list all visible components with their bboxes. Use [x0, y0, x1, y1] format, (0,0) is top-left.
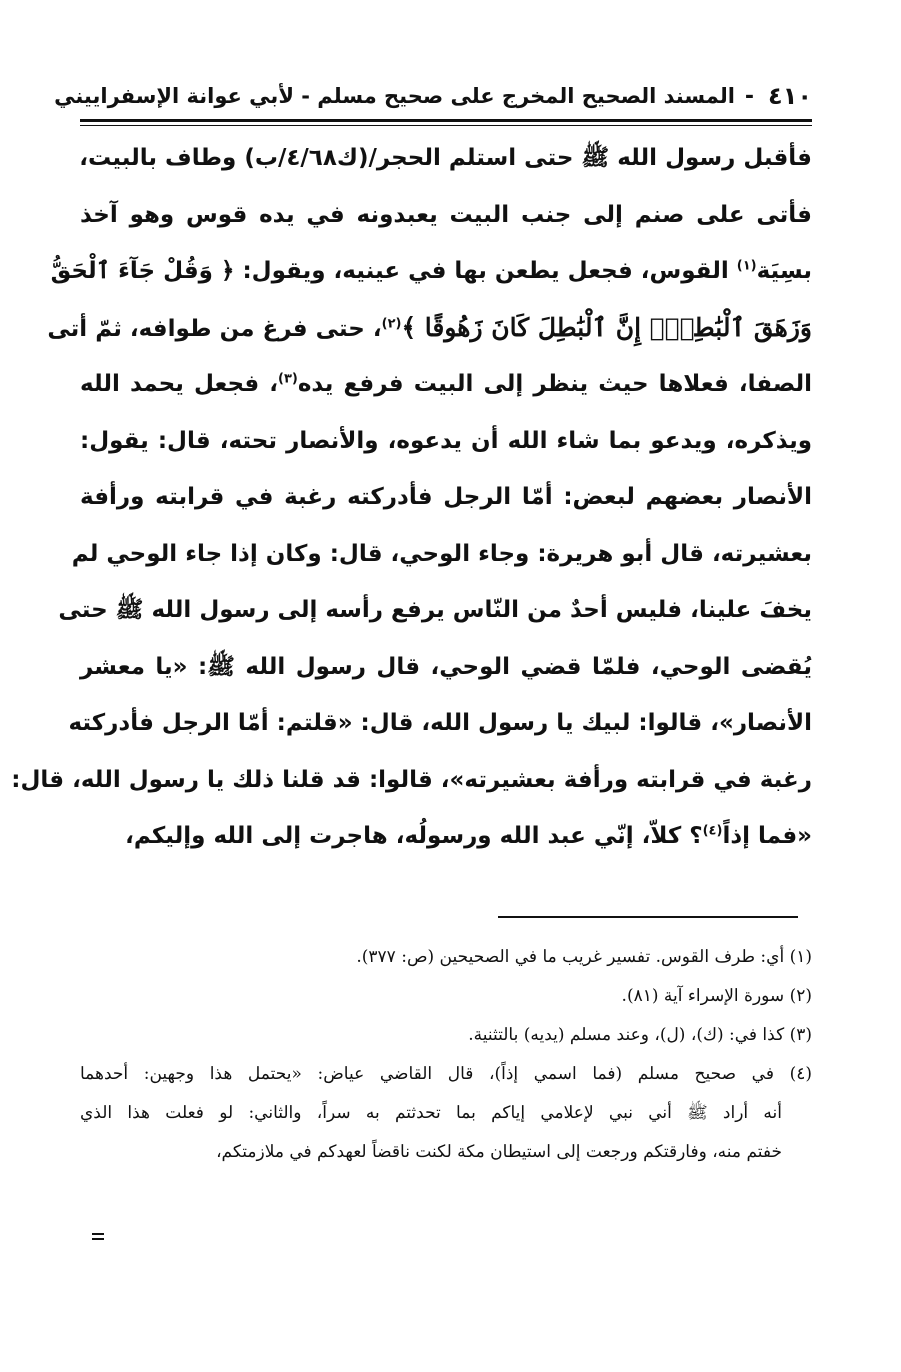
text-line: ويذكره، ويدعو بما شاء الله أن يدعوه، والأنصار تحته، قال: يقول: [80, 427, 812, 454]
footnote-4: (٤) في صحيح مسلم (فما اسمي إذاً)، قال القاضي عياض: «يحتمل هذا وجهين: أحدهما [80, 1064, 812, 1084]
footnote-ref: (٤) [702, 823, 723, 839]
header-rule-thin [80, 125, 812, 126]
running-title: المسند الصحيح المخرج على صحيح مسلم - لأبي عوانة الإسفراييني [54, 84, 735, 108]
text-line: بعشيرته، قال أبو هريرة: وجاء الوحي، قال: وكان إذا جاء الوحي لم [71, 540, 812, 567]
footnote-4-continued: خفتم منه، وفارقتكم ورجعت إلى استيطان مكة لكنت ناقضاً لعهدكم في ملازمتكم، [216, 1142, 782, 1162]
text-line: الصفا، فعلاها حيث ينظر إلى البيت فرفع يده$^{(٣)}$، فجعل يحمد الله [80, 371, 812, 397]
text-line: بسِيَة$^{(١)}$ القوس، فجعل يطعن بها في عينيه، ويقول: ﴿ وَقُلْ جَآءَ ٱلْحَقُّ [50, 258, 812, 284]
text-line: وَزَهَقَ ٱلْبَٰطِلُۚ إِنَّ ٱلْبَٰطِلَ كَانَ زَهُوقًا ﴾$^{(٢)}$، حتى فرغ من طوافه، ثمّ أتى [47, 312, 812, 342]
footnote-ref: (٣) [278, 371, 298, 387]
text-line: يخفَ علينا، فليس أحدٌ من النّاس يرفع رأسه إلى رسول الله ﷺ حتى [58, 597, 812, 623]
footnote-ref: (١) [736, 258, 757, 274]
footnote-separator [498, 916, 798, 918]
text-line: «فما إذاً$^{(٤)}$؟ كلاّ، إنّي عبد الله ورسولُه، هاجرت إلى الله وإليكم، [125, 823, 812, 849]
main-text [11, 130, 812, 865]
continuation-mark [92, 1233, 104, 1241]
text-line: رغبة في قرابته ورأفة بعشيرته»، قالوا: قد قلنا ذلك يا رسول الله، قال: [11, 766, 812, 793]
text-line: الأنصار»، قالوا: لبيك يا رسول الله، قال: «قلتم: أمّا الرجل فأدركته [68, 710, 812, 736]
page-header [54, 74, 812, 118]
header-separator: - [744, 83, 755, 109]
footnote-1: (١) أي: طرف القوس. تفسير غريب ما في الصحيحين (ص: ٣٧٧). [356, 947, 812, 967]
text-line: الأنصار بعضهم لبعض: أمّا الرجل فأدركته رغبة في قرابته ورأفة [80, 484, 812, 510]
text-line: فأتى على صنم إلى جنب البيت يعبدونه في يده قوس وهو آخذ [80, 201, 812, 228]
footnote-4-continued: أنه أراد ﷺ أني نبي لإعلامي إياكم بما تحدثتم به سراً، والثاني: لو فعلت هذا الذي [80, 1103, 782, 1123]
quran-verse: وَزَهَقَ ٱلْبَٰطِلُۚ إِنَّ ٱلْبَٰطِلَ كَانَ زَهُوقًا ﴾ [401, 312, 812, 342]
text-line: يُقضى الوحي، فلمّا قضي الوحي، قال رسول الله ﷺ: «يا معشر [80, 653, 812, 680]
footnote-3: (٣) كذا في: (ك)، (ل)، وعند مسلم (يديه) بالتثنية. [468, 1025, 812, 1045]
header-rule-thick [80, 119, 812, 122]
footnote-2: (٢) سورة الإسراء آية (٨١). [621, 986, 812, 1006]
page-number: ٤١٠ [768, 82, 812, 110]
footnotes [80, 938, 812, 1172]
footnote-ref: (٢) [381, 315, 402, 331]
text-line: فأقبل رسول الله ﷺ حتى استلم الحجر/(ك٤/٦٨/ب) وطاف بالبيت، [79, 145, 812, 171]
